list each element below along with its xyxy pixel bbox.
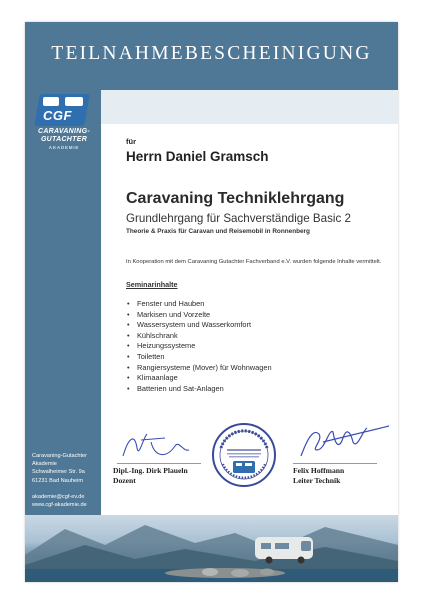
list-item: • Heizungssysteme (126, 341, 272, 352)
logo-abbr: CGF (43, 108, 72, 123)
motorhome-icon (65, 97, 83, 106)
landscape-image (25, 515, 398, 582)
header-strip (101, 90, 398, 124)
sidebar-address (32, 452, 87, 485)
cgf-logo (29, 94, 95, 154)
right-signatory-role: Leiter Technik (293, 476, 341, 485)
right-signatory (293, 466, 344, 486)
landscape-banner (25, 515, 398, 582)
right-signature (293, 420, 393, 462)
contact-website: www.cgf-akademie.de (32, 502, 87, 509)
course-title: Caravaning Techniklehrgang (126, 190, 345, 207)
caravan-icon (43, 97, 59, 106)
left-signatory-role: Dozent (113, 476, 136, 485)
left-signatory-name: Dipl.-Ing. Dirk Plaueln (113, 466, 188, 475)
left-signatory (113, 466, 188, 486)
intro-text: In Kooperation mit dem Caravaning Gutachter Fachverband e.V. wurden folgende Inhalte vermittelt. (126, 259, 382, 265)
list-item: • Rangiersysteme (Mover) für Wohnwagen (126, 363, 272, 374)
list-item: • Markisen und Vorzelte (126, 310, 272, 321)
left-signature (117, 428, 197, 464)
list-item: • Fenster und Hauben (126, 299, 272, 310)
list-item: • Klimaanlage (126, 373, 272, 384)
address-line: Akademie (32, 461, 57, 468)
topics-heading: Seminarinhalte (126, 280, 178, 289)
recipient-name: Herrn Daniel Gramsch (126, 149, 269, 164)
contact-email: akademie@cgf-ev.de (32, 494, 85, 500)
list-item: • Toiletten (126, 352, 272, 363)
right-signature-line (293, 463, 377, 464)
title-band (25, 22, 398, 90)
address-line: Schwalheimer Str. 9a (32, 469, 85, 476)
list-item: • Batterien und Sat-Anlagen (126, 384, 272, 395)
course-description: Theorie & Praxis für Caravan und Reisemobil in Ronnenberg (126, 228, 310, 235)
right-signatory-name: Felix Hoffmann (293, 466, 345, 475)
certificate-title: TEILNAHMEBESCHEINIGUNG (51, 43, 372, 64)
logo-line-3: AKADEMIE (48, 145, 80, 150)
address-line: 61231 Bad Nauheim (32, 477, 84, 484)
course-subtitle: Grundlehrgang für Sachverständige Basic 2 (126, 212, 351, 225)
topics-list (126, 299, 272, 394)
list-item: • Wassersystem und Wasserkomfort (126, 320, 272, 331)
address-line: Caravaning-Gutachter (32, 453, 88, 459)
sidebar (25, 90, 101, 515)
for-label: für (126, 137, 136, 146)
logo-line-2: GUTACHTER (40, 136, 88, 143)
certificate-page (25, 22, 398, 582)
akademie-stamp (211, 422, 277, 488)
sidebar-contact (32, 493, 87, 509)
left-signature-line (117, 463, 201, 464)
list-item: • Kühlschrank (126, 331, 272, 342)
logo-line-1: CARAVANING- (37, 128, 91, 135)
